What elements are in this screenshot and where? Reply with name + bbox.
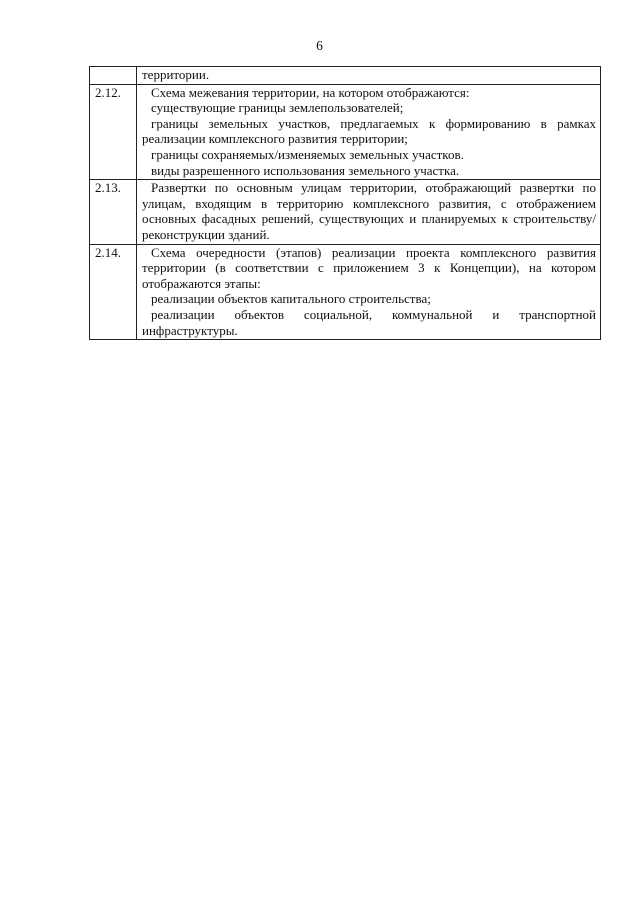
row-paragraph: Развертки по основным улицам территории, отображающий развертки по улицам, входящим в территорию комплексного развития, с отображением основных фасадных решений, существующих и планируемых к строительству/реконструкции зданий. (142, 180, 596, 242)
row-paragraph: Схема очередности (этапов) реализации проекта комплексного развития территории (в соответствии с приложением 3 к Концепции), на котором отображаются этапы: (142, 244, 596, 291)
row-content (137, 67, 601, 85)
page-number: 6 (316, 38, 323, 53)
row-paragraph: существующие границы землепользователей; (151, 100, 404, 116)
row-number: 2.12. (90, 84, 137, 180)
row-content (137, 244, 601, 340)
row-number: 2.13. (90, 180, 137, 244)
row-paragraph: реализации объектов социальной, коммунальной и транспортной инфраструктуры. (142, 306, 596, 338)
row-paragraph: реализации объектов капитального строительства; (151, 291, 431, 307)
row-content (137, 180, 601, 244)
table-row (90, 67, 601, 85)
row-paragraph: Схема межевания территории, на котором отображаются: (151, 84, 470, 100)
content-table (89, 66, 601, 340)
row-paragraph: территории. (142, 67, 210, 82)
table-body (90, 67, 601, 340)
table-row (90, 180, 601, 244)
table-row (90, 84, 601, 180)
row-paragraph: границы сохраняемых/изменяемых земельных участков. (151, 146, 464, 162)
row-number: 2.14. (90, 244, 137, 340)
row-paragraph: виды разрешенного использования земельного участка. (151, 162, 460, 178)
row-content (137, 84, 601, 180)
row-number (90, 67, 137, 85)
row-paragraph: границы земельных участков, предлагаемых к формированию в рамках реализации комплексного развития территории; (142, 115, 596, 147)
table-row (90, 244, 601, 340)
